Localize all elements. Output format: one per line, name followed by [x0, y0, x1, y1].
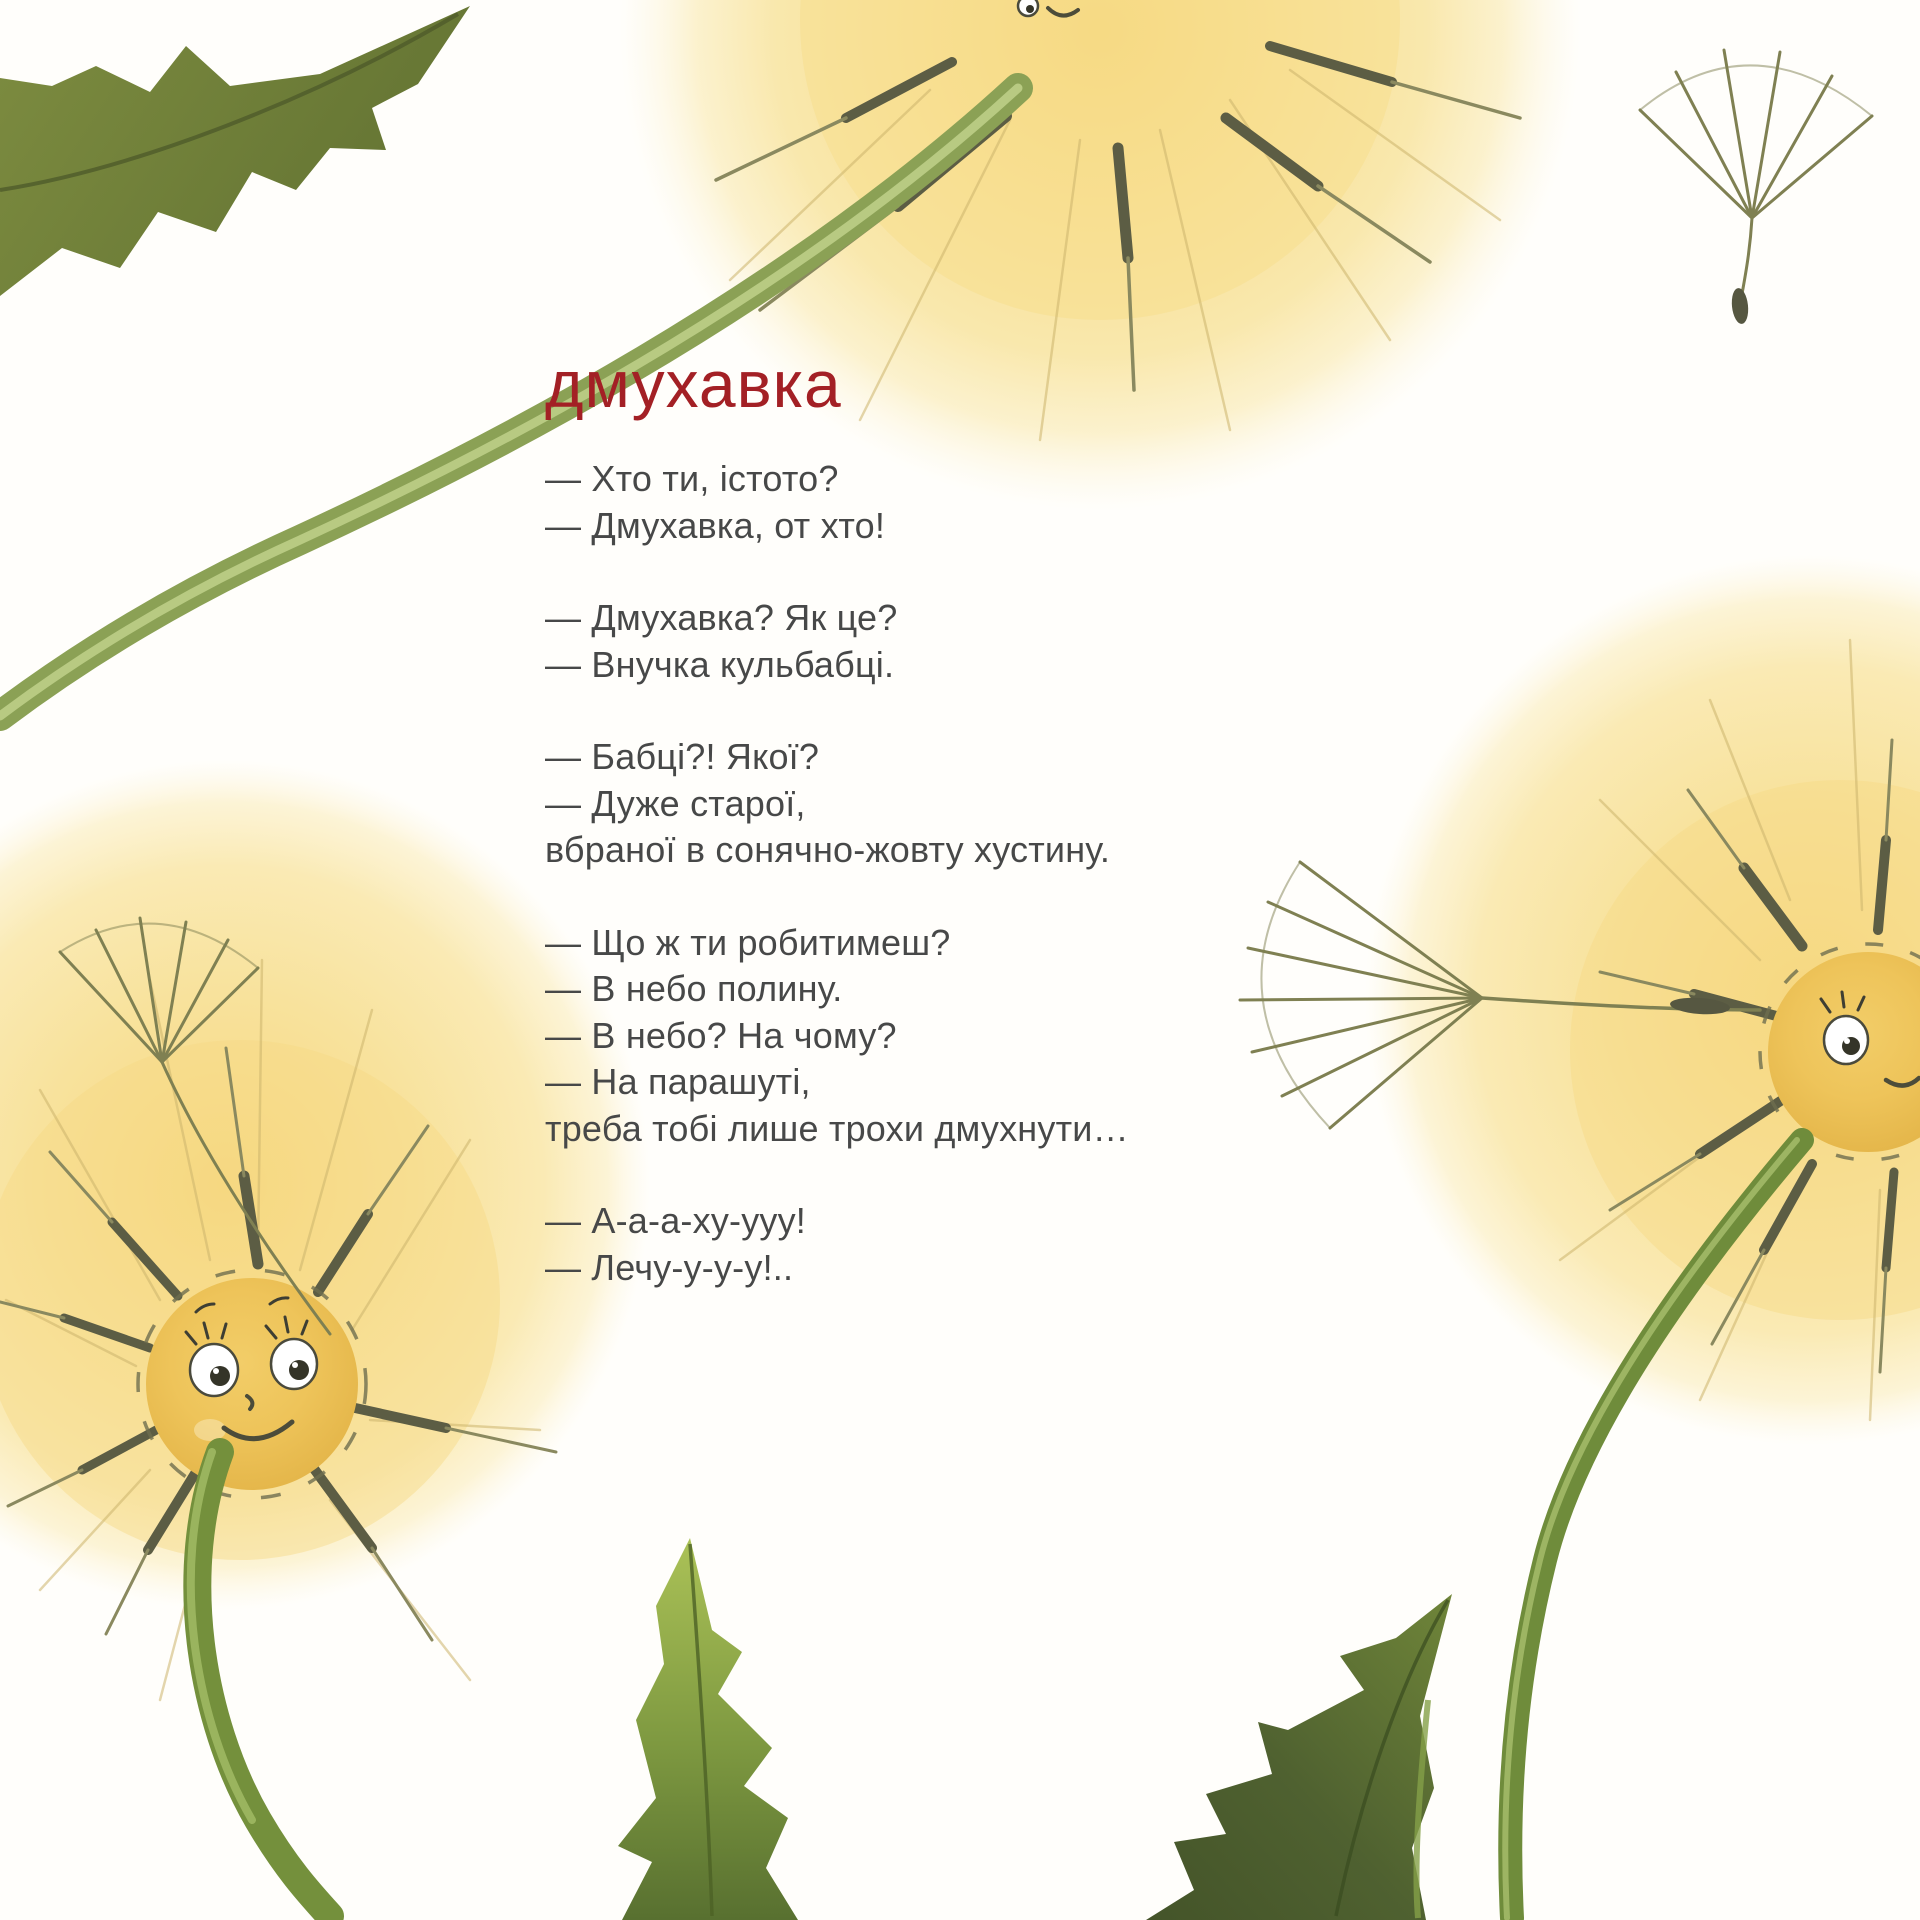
top-left-leaf	[0, 6, 470, 296]
top-dandelion-fluff	[620, 0, 1580, 510]
poem-line: — В небо? На чому?	[545, 1014, 897, 1056]
stanza	[545, 920, 1129, 1153]
poem-line: — Дмухавка, от хто!	[545, 504, 886, 546]
bottom-center-leaf	[618, 1538, 798, 1920]
poem-line: — Що ж ти робитимеш?	[545, 921, 951, 963]
poem-line: — Дуже старої,	[545, 782, 806, 824]
poem-line: — На парашуті,	[545, 1061, 811, 1102]
page-title: дмухавка	[545, 347, 842, 421]
stanza	[545, 456, 1129, 549]
poem	[545, 456, 1129, 1337]
stanza	[545, 595, 1129, 688]
seed-parachute-icon	[1640, 50, 1872, 325]
bottom-right-leaf	[1146, 1594, 1452, 1920]
poem-line: треба тобі лише трохи дмухнути…	[545, 1107, 1129, 1149]
poem-line: — Хто ти, істото?	[545, 458, 839, 499]
poem-line: — А-а-а-ху-ууу!	[545, 1200, 807, 1241]
stanza	[545, 734, 1129, 874]
poem-line: — В небо полину.	[545, 968, 843, 1009]
stanza	[545, 1198, 1129, 1291]
poem-line: — Лечу-у-у-у!..	[545, 1246, 794, 1288]
poem-line: — Дмухавка? Як це?	[545, 597, 898, 638]
poem-line: — Внучка кульбабці.	[545, 643, 895, 685]
poem-line: вбраної в сонячно-жовту хустину.	[545, 829, 1111, 870]
poem-line: — Бабці?! Якої?	[545, 736, 820, 777]
